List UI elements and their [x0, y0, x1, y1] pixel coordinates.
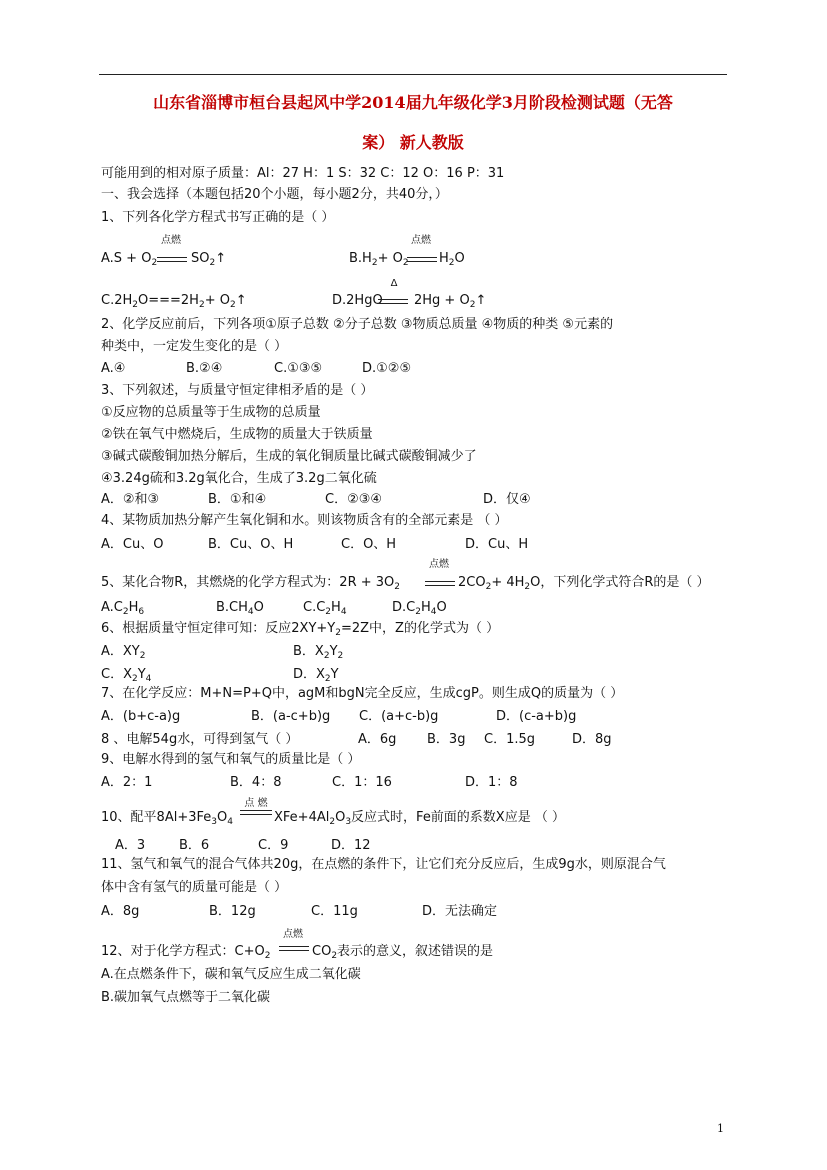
question-4: 4、某物质加热分解产生氧化铜和水。则该物质含有的全部元素是 （ ）: [101, 513, 508, 528]
option-2b: B.②④: [186, 361, 223, 376]
equals-sign: [279, 946, 309, 951]
option-6b: B．$X_2Y_2$: [293, 644, 344, 661]
question-11-continued: 体中含有氢气的质量可能是（ ）: [101, 880, 288, 895]
option-6d: D．$X_2Y$: [293, 667, 339, 684]
option-7b: B．(a-c+b)g: [251, 709, 331, 724]
reaction-condition: 点燃: [283, 929, 303, 940]
option-3a: A．②和③: [101, 492, 160, 507]
option-3c: C．②③④: [325, 492, 383, 507]
option-1c: $C.2H_2O===2H_2+$ $O_2↑$: [101, 293, 247, 310]
option-2a: A.④: [101, 361, 126, 376]
option-8c: C．1.5g: [484, 732, 536, 747]
question-1: 1、下列各化学方程式书写正确的是（ ）: [101, 210, 335, 225]
question-6: 6、根据质量守恒定律可知：反应$2XY+Y_2=2Z$中，Z的化学式为（ ）: [101, 621, 500, 638]
option-1d: D.2HgO: [332, 293, 383, 308]
statement-4: ④3.24g硫和3.2g氧化合，生成了3.2g二氧化硫: [101, 471, 377, 486]
option-11c: C．11g: [311, 904, 358, 919]
question-3: 3、下列叙述，与质量守恒定律相矛盾的是（ ）: [101, 383, 374, 398]
option-12a: A.在点燃条件下，碳和氧气反应生成二氧化碳: [101, 967, 361, 982]
option-1a: $A.S + O_2$: [101, 251, 158, 268]
page-title-continued: 案） 新人教版: [362, 133, 464, 152]
option-6a: A．$XY_2$: [101, 644, 146, 661]
question-7: 7、在化学反应：M+N=P+Q中，agM和bgN完全反应，生成cgP。则生成Q的质量为（ ）: [101, 686, 624, 701]
question-5-products: $2CO_2+ 4H_2O$，下列化学式符合R的是（ ）: [458, 575, 710, 592]
question-11: 11、氢气和氧气的混合气体共20g，在点燃的条件下，让它们充分反应后，生成9g水，则原混合气: [101, 857, 666, 872]
option-8b: B．3g: [427, 732, 466, 747]
question-2: 2、化学反应前后，下列各项①原子总数 ②分子总数 ③物质总质量 ④物质的种类 ⑤元素的: [101, 317, 614, 332]
question-12-product: $CO_2$表示的意义，叙述错误的是: [312, 944, 494, 961]
option-9a: A．2：1: [101, 775, 153, 790]
option-4d: D．Cu、H: [465, 537, 529, 552]
question-10: 10、配平$8Al+3Fe_3O_4$: [101, 810, 233, 827]
option-11a: A．8g: [101, 904, 140, 919]
option-5c: $C.C_2H_4$: [303, 600, 347, 617]
question-5: 5、某化合物R，其燃烧的化学方程式为：$2R + 3O_2$: [101, 575, 401, 592]
option-8d: D．8g: [572, 732, 612, 747]
option-5a: $A.C_2H_6$: [101, 600, 145, 617]
option-10d: D．12: [331, 838, 371, 853]
option-4c: C．O、H: [341, 537, 397, 552]
section-heading: 一、我会选择（本题包括20个小题，每小题2分，共40分，）: [101, 187, 448, 202]
option-2c: C.①③⑤: [274, 361, 323, 376]
header-rule: [99, 74, 727, 75]
option-10c: C．9: [258, 838, 289, 853]
option-5d: $D.C_2H_4O$: [392, 600, 447, 617]
option-1a-product: $SO_2↑$: [191, 251, 227, 268]
question-9: 9、电解水得到的氢气和氧气的质量比是（ ）: [101, 752, 361, 767]
option-10b: B．6: [179, 838, 210, 853]
question-10-products: $XFe+4Al_2O_3$反应式时，Fe前面的系数X应是 （ ）: [274, 810, 565, 827]
option-4b: B．Cu、O、H: [208, 537, 294, 552]
option-9d: D．1：8: [465, 775, 518, 790]
equals-sign: [425, 581, 455, 586]
reaction-condition: 点 燃: [244, 798, 268, 809]
option-10a: A．3: [115, 838, 146, 853]
option-1b: $B.H_2+ O_2$: [349, 251, 409, 268]
question-12: 12、对于化学方程式：$C+O_2$: [101, 944, 271, 961]
option-12b: B.碳加氧气点燃等于二氧化碳: [101, 990, 271, 1005]
equals-sign: [378, 299, 408, 304]
option-8a: A．6g: [358, 732, 397, 747]
equals-sign: [407, 257, 437, 262]
equals-sign: [157, 257, 187, 262]
option-3d: D．仅④: [483, 492, 531, 507]
option-11b: B．12g: [209, 904, 256, 919]
option-7c: C．(a+c-b)g: [359, 709, 439, 724]
option-11d: D．无法确定: [422, 904, 498, 919]
option-9c: C．1：16: [332, 775, 392, 790]
option-4a: A．Cu、O: [101, 537, 164, 552]
statement-1: ①反应物的总质量等于生成物的总质量: [101, 405, 321, 420]
option-2d: D.①②⑤: [362, 361, 412, 376]
option-7d: D．(c-a+b)g: [496, 709, 577, 724]
heat-condition: Δ: [390, 278, 398, 289]
equals-sign: [240, 810, 272, 815]
option-3b: B．①和④: [208, 492, 267, 507]
page-number: 1: [717, 1122, 724, 1135]
reaction-condition: 点燃: [161, 235, 181, 246]
statement-3: ③碱式碳酸铜加热分解后，生成的氧化铜质量比碱式碳酸铜减少了: [101, 449, 477, 464]
question-8: 8 、电解54g水，可得到氢气（ ）: [101, 732, 299, 747]
option-1b-product: $H_2O$: [439, 251, 465, 268]
reaction-condition: 点燃: [411, 235, 431, 246]
reaction-condition: 点燃: [429, 559, 449, 570]
page-title: 山东省淄博市桓台县起风中学2014届九年级化学3月阶段检测试题（无答: [153, 93, 673, 112]
question-2-continued: 种类中，一定发生变化的是（ ）: [101, 339, 288, 354]
option-7a: A．(b+c-a)g: [101, 709, 181, 724]
option-6c: C．$X_2Y_4$: [101, 667, 152, 684]
atomic-mass-line: 可能用到的相对原子质量：Al：27 H：1 S：32 C：12 O：16 P：31: [101, 166, 505, 181]
option-9b: B．4：8: [230, 775, 282, 790]
statement-2: ②铁在氧气中燃烧后，生成物的质量大于铁质量: [101, 427, 373, 442]
option-5b: $B.CH_4O$: [216, 600, 264, 617]
option-1d-product: $2Hg + O_2↑$: [414, 293, 487, 310]
